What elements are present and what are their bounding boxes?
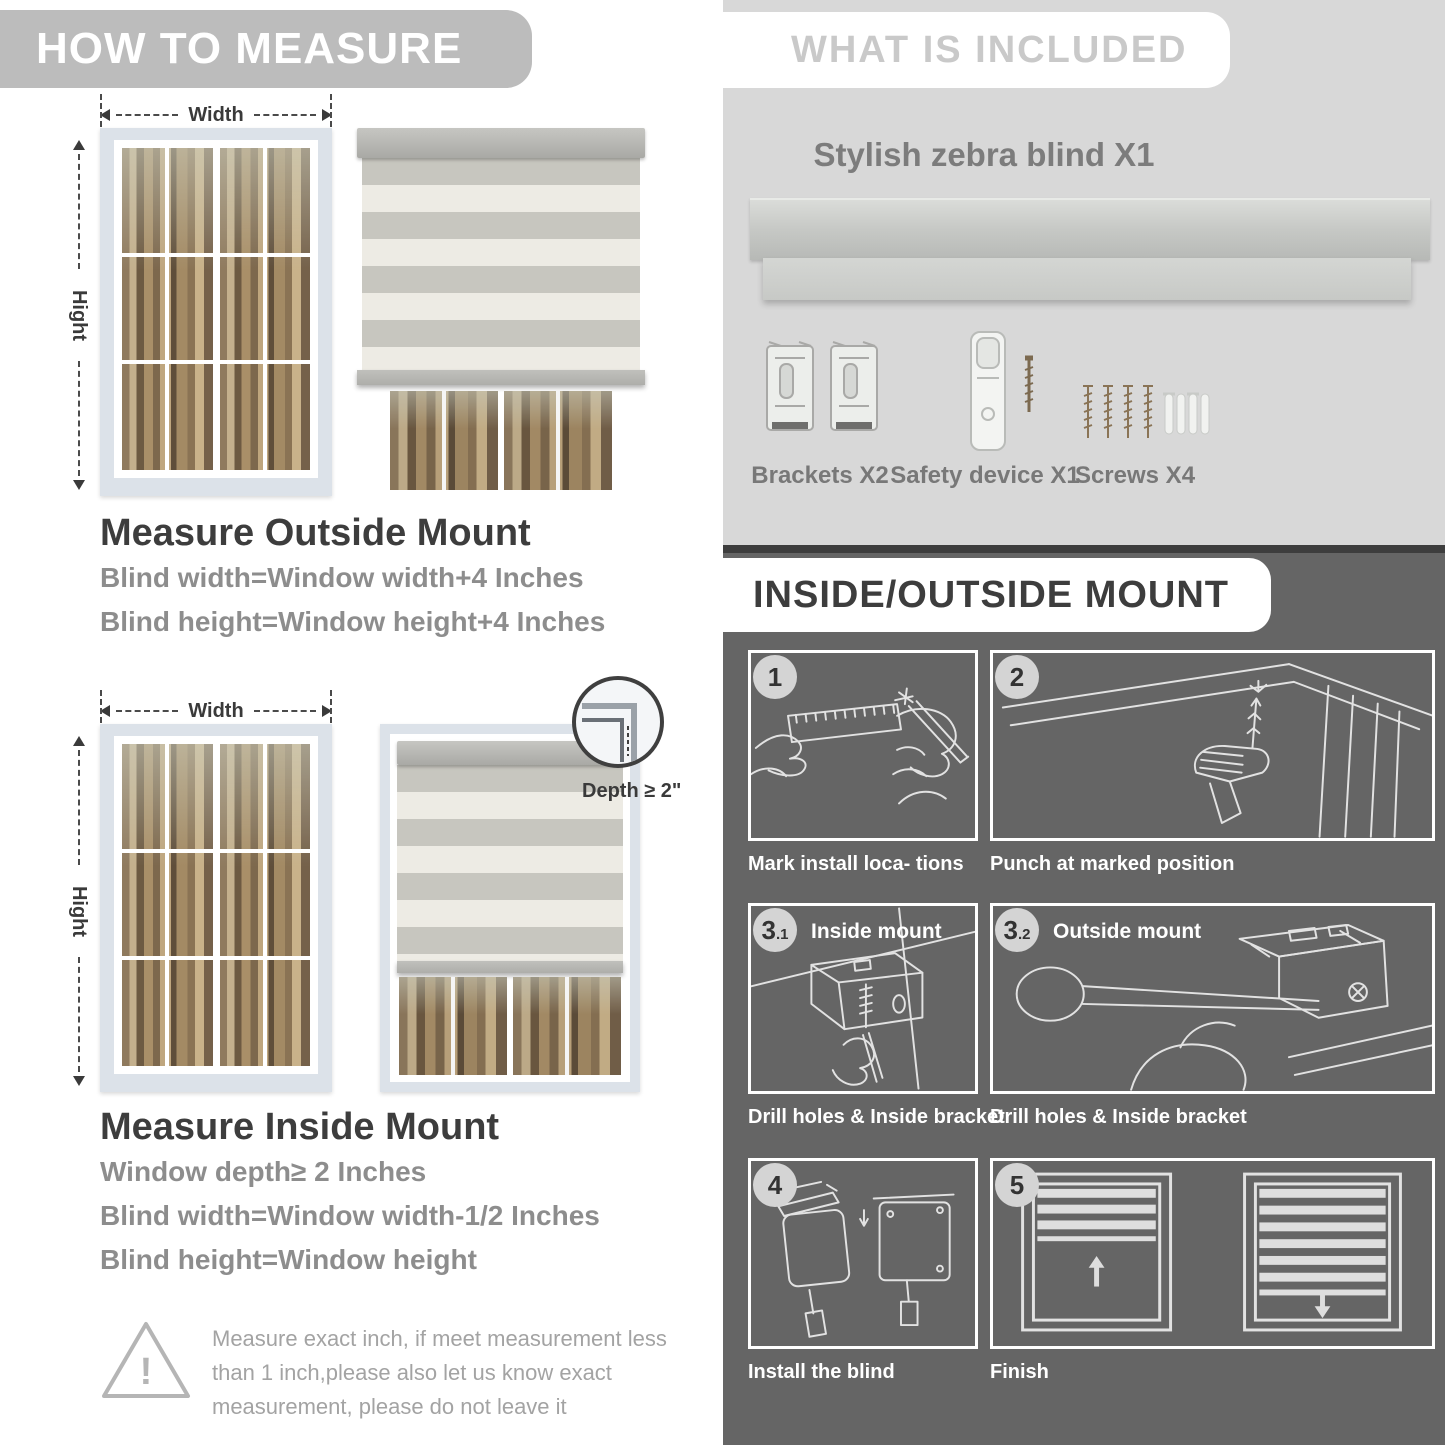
zebra-blind-outside bbox=[362, 128, 640, 496]
step-caption: Finish bbox=[990, 1361, 1049, 1383]
brackets-label: Brackets X2 bbox=[751, 462, 889, 489]
arrow-down-icon bbox=[73, 1076, 85, 1086]
window-sash bbox=[220, 744, 311, 1066]
inside-mount-line: Window depth≥ 2 Inches bbox=[100, 1156, 427, 1187]
width-arrow-inside bbox=[100, 700, 332, 722]
arrow-down-icon bbox=[73, 480, 85, 490]
step-punch-position bbox=[990, 650, 1435, 876]
blind-stripes bbox=[362, 158, 640, 370]
step-mark-locations bbox=[748, 650, 978, 876]
safety-device-icon bbox=[955, 330, 1051, 456]
what-is-included-section bbox=[723, 0, 1445, 545]
punch-position-illustration bbox=[993, 653, 1432, 838]
arrow-up-icon bbox=[73, 736, 85, 746]
mount-section-banner bbox=[723, 558, 1271, 632]
step-caption: Drill holes & Inside bracket bbox=[748, 1106, 1005, 1128]
step-badge: 1 bbox=[753, 655, 797, 699]
mount-section-title: INSIDE/OUTSIDE MOUNT bbox=[753, 574, 1230, 616]
step-caption: Drill holes & Inside bracket bbox=[990, 1106, 1247, 1128]
outside-mount-line: Blind height=Window height+4 Inches bbox=[100, 606, 606, 637]
arrow-right-icon bbox=[322, 109, 332, 121]
step-install-blind bbox=[748, 1158, 978, 1384]
inside-mount-line: Blind height=Window height bbox=[100, 1244, 477, 1275]
screws-icon bbox=[1075, 382, 1211, 446]
section-divider bbox=[723, 545, 1445, 553]
safety-device-label: Safety device X1 bbox=[890, 462, 1080, 489]
how-to-measure-banner bbox=[0, 10, 532, 88]
inside-mount-line: Blind width=Window width-1/2 Inches bbox=[100, 1200, 600, 1231]
window-sash bbox=[122, 744, 213, 1066]
window-sash bbox=[122, 148, 213, 470]
width-label: Width bbox=[188, 699, 244, 722]
step-outside-bracket bbox=[990, 903, 1435, 1129]
product-label: Stylish zebra blind X1 bbox=[813, 136, 1155, 173]
measure-note: Measure exact inch, if meet measurement less than 1 inch,please also let us know exact measurement, please do not leave it bbox=[212, 1326, 667, 1419]
window-inside-mount bbox=[100, 724, 332, 1092]
height-label: Hight bbox=[68, 289, 91, 341]
outside-mount-line: Blind width=Window width+4 Inches bbox=[100, 562, 584, 593]
width-label: Width bbox=[188, 103, 244, 126]
what-is-included-title: WHAT IS INCLUDED bbox=[791, 29, 1188, 71]
finish-illustration bbox=[993, 1161, 1432, 1346]
blind-headrail bbox=[750, 198, 1430, 260]
step-badge: 5 bbox=[995, 1163, 1039, 1207]
step-title: Outside mount bbox=[1053, 920, 1202, 943]
screws-label: Screws X4 bbox=[1074, 462, 1196, 489]
mount-instructions-section bbox=[723, 545, 1445, 1445]
outside-mount-heading: Measure Outside Mount bbox=[100, 512, 531, 554]
window-outside-mount bbox=[100, 128, 332, 496]
step-badge: 3 .2 bbox=[995, 908, 1039, 952]
step-title: Inside mount bbox=[811, 920, 942, 943]
step-caption: Punch at marked position bbox=[990, 853, 1235, 875]
warning-triangle-icon bbox=[98, 1316, 194, 1411]
height-arrow-inside bbox=[62, 736, 96, 1086]
width-arrow-outside bbox=[100, 104, 332, 126]
depth-label: Depth ≥ 2" bbox=[582, 780, 682, 802]
height-arrow-outside bbox=[62, 140, 96, 490]
step-caption: Install the blind bbox=[748, 1361, 895, 1383]
window-corner-detail bbox=[576, 680, 660, 764]
window-below-blind bbox=[397, 973, 623, 1075]
brackets-icon bbox=[765, 338, 889, 448]
height-label: Hight bbox=[68, 885, 91, 937]
blind-bottom-rail bbox=[357, 370, 645, 385]
step-badge: 3 .1 bbox=[753, 908, 797, 952]
window-sash bbox=[220, 148, 311, 470]
step-finish bbox=[990, 1158, 1435, 1384]
arrow-left-icon bbox=[100, 109, 110, 121]
depth-magnifier bbox=[572, 676, 664, 768]
inside-mount-heading: Measure Inside Mount bbox=[100, 1106, 500, 1148]
how-to-measure-title: HOW TO MEASURE bbox=[36, 24, 463, 73]
step-caption: Mark install loca- tions bbox=[748, 853, 964, 875]
svg-text:!: ! bbox=[139, 1351, 153, 1393]
step-badge: 2 bbox=[995, 655, 1039, 699]
what-is-included-banner bbox=[723, 12, 1230, 88]
arrow-up-icon bbox=[73, 140, 85, 150]
blind-headrail-fabric bbox=[763, 258, 1411, 300]
arrow-left-icon bbox=[100, 705, 110, 717]
step-inside-bracket bbox=[748, 903, 1005, 1129]
window-below-blind bbox=[382, 385, 620, 496]
blind-cassette bbox=[357, 128, 645, 158]
step-badge: 4 bbox=[753, 1163, 797, 1207]
arrow-right-icon bbox=[322, 705, 332, 717]
blind-bottom-rail bbox=[397, 961, 623, 973]
